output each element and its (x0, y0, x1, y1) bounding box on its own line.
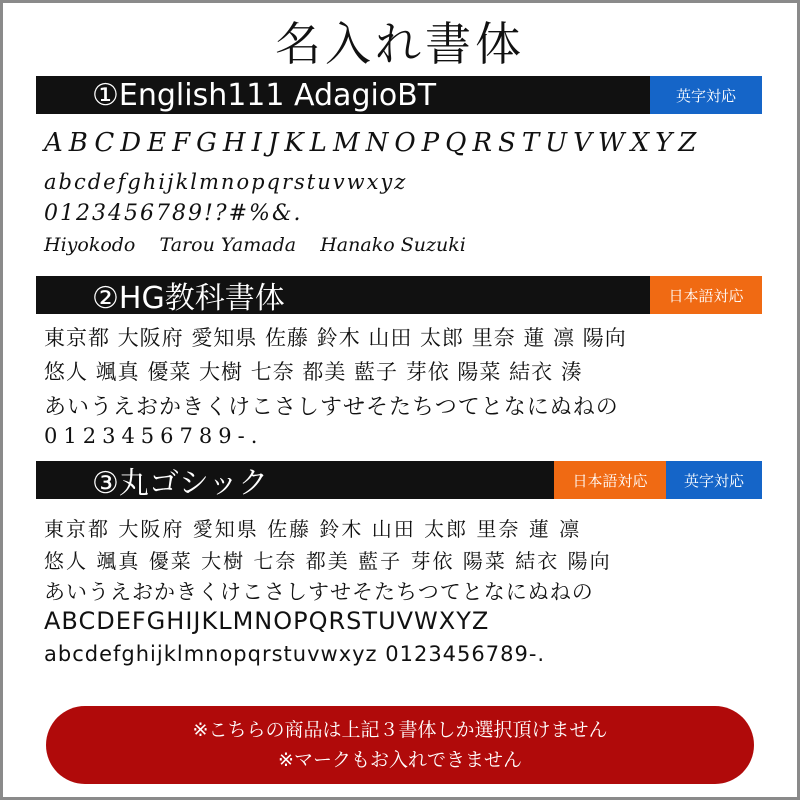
section-1-sample-lowercase: abcdefghijklmnopqrstuvwxyz (44, 170, 408, 194)
notice-line-2: ※マークもお入れできません (278, 749, 522, 771)
section-3-title: ③丸ゴシック (92, 466, 269, 501)
section-1-sample-names: Hiyokodo Tarou Yamada Hanako Suzuki (44, 234, 466, 256)
section-1-sample-uppercase: ABCDEFGHIJKLMNOPQRSTUVWXYZ (44, 128, 703, 158)
notice-banner (46, 706, 754, 784)
section-2-header (36, 276, 650, 314)
section-3-header (36, 461, 554, 499)
section-3-sample-kana: あいうえおかきくけこさしすせそたちつてとなにぬねの (44, 580, 594, 604)
section-3-tag-english: 英字対応 (666, 461, 762, 499)
page-title: 名入れ書体 (275, 17, 525, 71)
section-1-tag-english: 英字対応 (650, 76, 762, 114)
section-3-sample-line-2: 悠人 颯真 優菜 大樹 七奈 都美 藍子 芽依 陽菜 結衣 陽向 (44, 549, 612, 573)
section-3-sample-uppercase: ABCDEFGHIJKLMNOPQRSTUVWXYZ (44, 607, 490, 635)
section-1-header (36, 76, 650, 114)
section-3-sample-line-1: 東京都 大阪府 愛知県 佐藤 鈴木 山田 太郎 里奈 蓮 凛 (44, 517, 582, 541)
section-2-sample-kana: あいうえおかきくけこさしすせそたちつてとなにぬねの (44, 395, 619, 420)
section-2-sample-line-2: 悠人 颯真 優菜 大樹 七奈 都美 藍子 芽依 陽菜 結衣 湊 (44, 360, 583, 384)
section-3-tag-japanese: 日本語対応 (554, 461, 666, 499)
section-1-sample-digits: 0123456789!?#%&. (44, 201, 303, 226)
section-3-sample-lowercase: abcdefghijklmnopqrstuvwxyz 0123456789-. (44, 642, 546, 666)
section-2-tag-japanese: 日本語対応 (650, 276, 762, 314)
section-2-title: ②HG教科書体 (92, 281, 285, 316)
section-1-title: ①English111 AdagioBT (92, 77, 437, 113)
notice-line-1: ※こちらの商品は上記３書体しか選択頂けません (192, 719, 608, 741)
section-2-sample-line-1: 東京都 大阪府 愛知県 佐藤 鈴木 山田 太郎 里奈 蓮 凛 陽向 (44, 326, 627, 350)
section-2-sample-digits: 0123456789-. (44, 424, 264, 448)
